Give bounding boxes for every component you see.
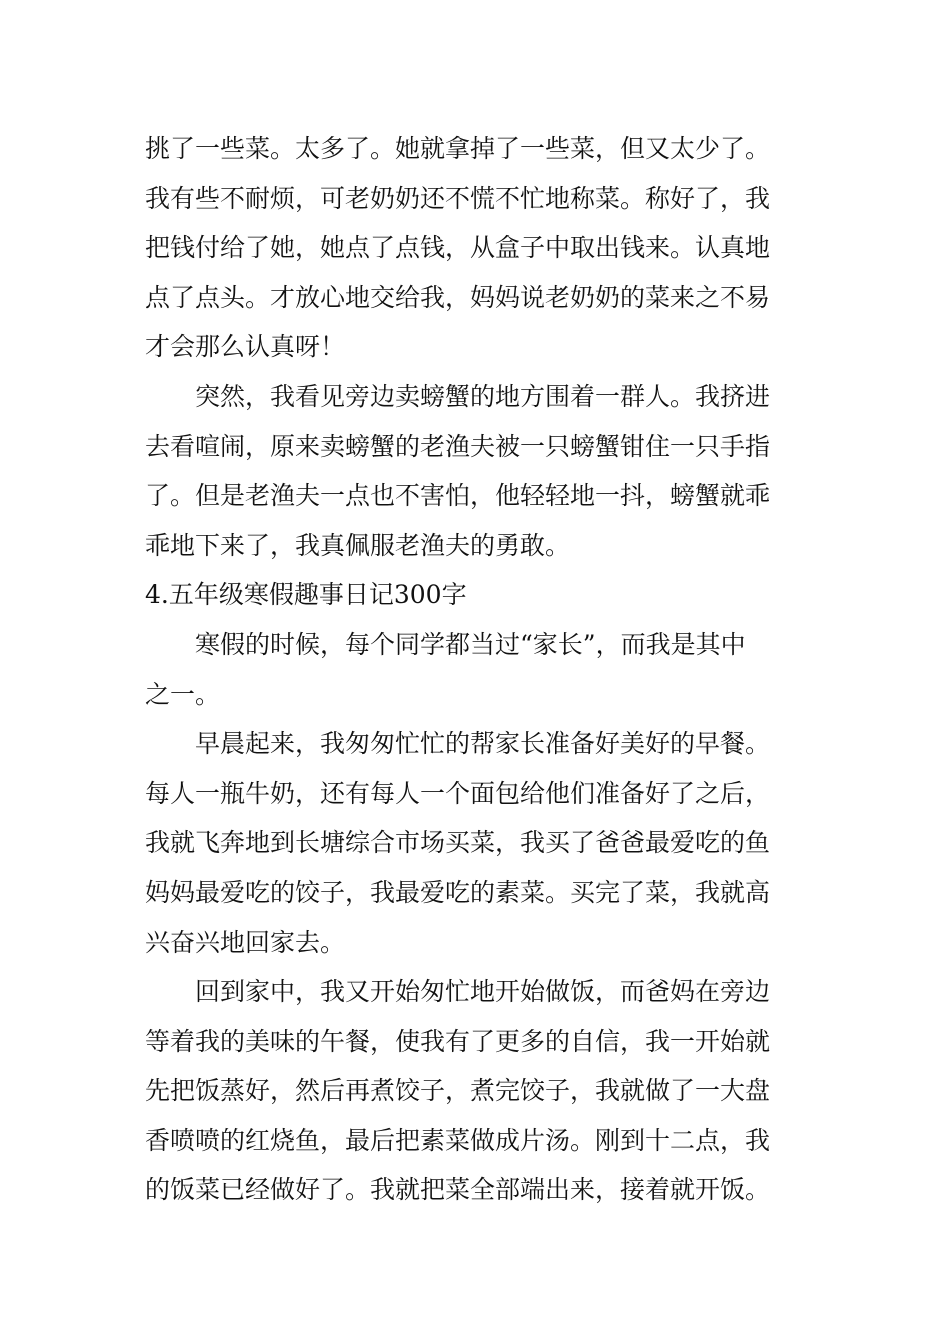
paragraph-first-line: 回到家中，我又开始匆忙地开始做饭，而爸妈在旁边	[145, 977, 771, 1007]
text-line: 点了点头。才放心地交给我，妈妈说老奶奶的菜来之不易	[145, 282, 771, 312]
text-line: 之一。	[145, 679, 221, 709]
paragraph-first-line: 突然，我看见旁边卖螃蟹的地方围着一群人。我挤进	[145, 381, 771, 411]
text-line: 才会那么认真呀！	[145, 332, 346, 362]
text-line: 把钱付给了她，她点了点钱，从盒子中取出钱来。认真地	[145, 233, 771, 263]
text-line: 每人一瓶牛奶，还有每人一个面包给他们准备好了之后，	[145, 778, 771, 808]
paragraph-first-line: 早晨起来，我匆匆忙忙的帮家长准备好美好的早餐。	[145, 729, 771, 759]
text-line: 兴奋兴地回家去。	[145, 927, 346, 957]
section-heading: 4.五年级寒假趣事日记300字	[145, 580, 467, 610]
text-line: 等着我的美味的午餐，使我有了更多的自信，我一开始就	[145, 1026, 771, 1056]
paragraph-first-line: 寒假的时候，每个同学都当过“家长”，而我是其中	[145, 629, 746, 659]
article-body	[145, 124, 810, 1215]
text-line: 我就飞奔地到长塘综合市场买菜，我买了爸爸最爱吃的鱼	[145, 828, 771, 858]
text-line: 乖地下来了，我真佩服老渔夫的勇敢。	[145, 530, 571, 560]
text-line: 先把饭蒸好，然后再煮饺子，煮完饺子，我就做了一大盘	[145, 1076, 771, 1106]
text-line: 的饭菜已经做好了。我就把菜全部端出来，接着就开饭。	[145, 1175, 771, 1205]
text-line: 了。但是老渔夫一点也不害怕，他轻轻地一抖，螃蟹就乖	[145, 481, 771, 511]
text-line: 香喷喷的红烧鱼，最后把素菜做成片汤。刚到十二点，我	[145, 1125, 771, 1155]
text-line: 去看喧闹，原来卖螃蟹的老渔夫被一只螃蟹钳住一只手指	[145, 431, 771, 461]
text-line: 挑了一些菜。太多了。她就拿掉了一些菜，但又太少了。	[145, 134, 771, 163]
text-line: 妈妈最爱吃的饺子，我最爱吃的素菜。买完了菜，我就高	[145, 877, 771, 907]
text-line: 我有些不耐烦，可老奶奶还不慌不忙地称菜。称好了，我	[145, 183, 771, 213]
